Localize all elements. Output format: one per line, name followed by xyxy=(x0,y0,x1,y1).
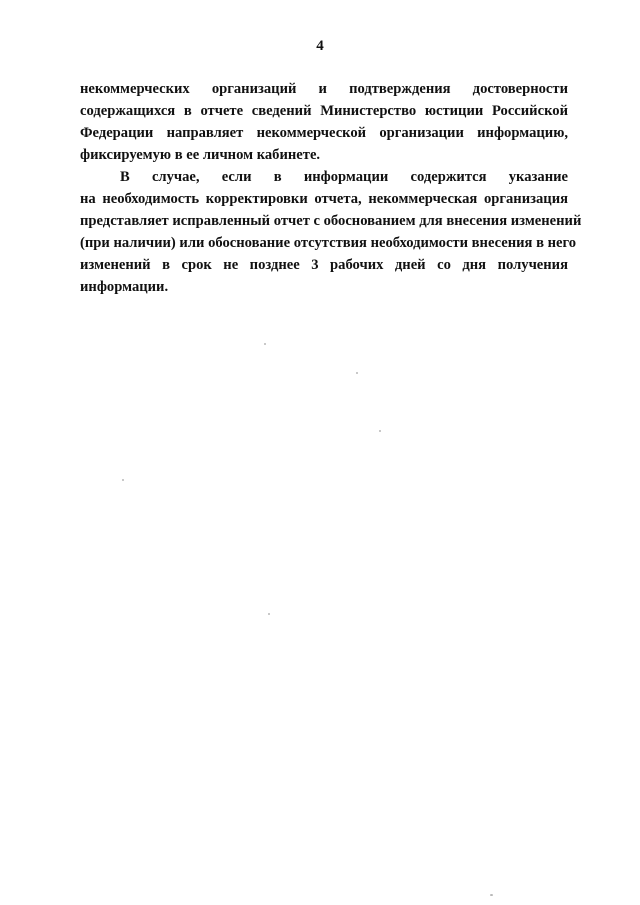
text-line: (при наличии) или обоснование отсутствия необходимости внесения в него xyxy=(80,235,577,251)
scan-speck xyxy=(379,430,381,432)
page-number: 4 xyxy=(316,38,324,54)
document-body xyxy=(80,78,582,298)
scan-speck xyxy=(122,479,124,481)
paragraph-2 xyxy=(80,166,582,298)
scan-speck xyxy=(268,613,270,615)
text-line: изменений в срок не позднее 3 рабочих дней со дня получения xyxy=(80,257,568,273)
text-line: представляет исправленный отчет с обоснованием для внесения изменений xyxy=(80,213,582,229)
scan-speck xyxy=(264,343,266,345)
paragraph-1 xyxy=(80,78,568,166)
text-line: на необходимость корректировки отчета, некоммерческая организация xyxy=(80,191,568,207)
text-line: фиксируемую в ее личном кабинете. xyxy=(80,147,321,163)
text-line: Федерации направляет некоммерческой организации информацию, xyxy=(80,125,568,141)
scan-speck xyxy=(490,894,493,896)
text-line: некоммерческих организаций и подтверждения достоверности xyxy=(80,81,568,97)
text-line: В случае, если в информации содержится указание xyxy=(120,169,568,185)
text-line: содержащихся в отчете сведений Министерство юстиции Российской xyxy=(80,103,568,119)
text-line: информации. xyxy=(80,279,169,295)
scan-speck xyxy=(356,372,358,374)
